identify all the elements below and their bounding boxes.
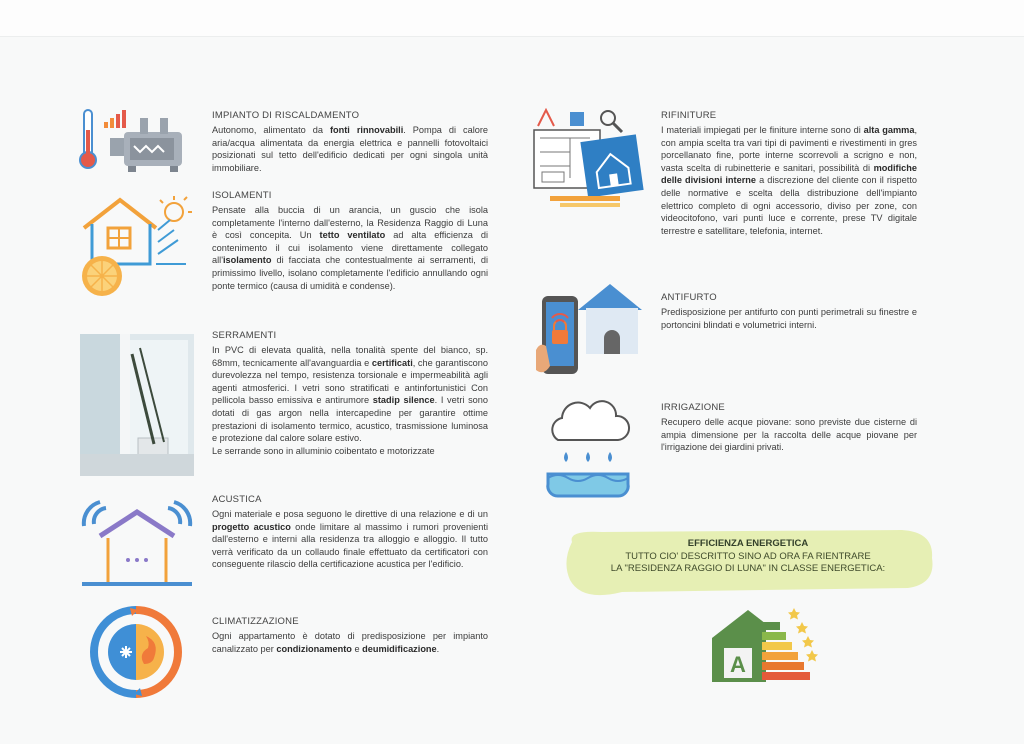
section-isolamenti [212, 190, 488, 292]
section-irrigazione [661, 402, 917, 454]
section-antifurto [661, 292, 917, 331]
section-text: Pensate alla buccia di un arancia, un guscio che isola completamente l'interno dall'esterno, la Residenza Raggio di Luna è così concepita. Un tetto ventilato ad alta efficienza di contenimento il cui isolamento viene direttamente collegato all'isolamento di facciata che contestualmente ai serramenti, di primissimo livello, isolano completamente l'edificio annullando ogni ponte termico (causa di umidità e condense). [212, 205, 489, 291]
energy-efficiency-text [570, 538, 926, 576]
section-text: In PVC di elevata qualità, nella tonalità spente del bianco, sp. 68mm, tecnicamente all'avanguardia e certificati, che garantiscono durevolezza nel tempo, resistenza torsionale e impermeabilità agli agenti atmosferici. I vetri sono stratificati e antinfortunistici Con pellicola basso emissiva e antirumore stadip silence. I vetri sono dotati di gas argon nella intercapedine per garantire ottime prestazioni di isolamento termico, acustico, trasmissione luminosa e protezione dal calore solare estivo. [212, 345, 488, 444]
energy-class-house-icon [710, 604, 822, 686]
section-serramenti [212, 330, 488, 457]
section-text: I materiali impiegati per le finiture interne sono di alta gamma, con ampia scelta tra vari tipi di pavimenti e rivestimenti in gres porcellanato fine, porte interne scorrevoli a scrigno e non, vasta scelta di rubinetterie e sanitari, possibilità di modifiche delle divisioni interne a discrezione del cliente con il rispetto delle normative e scelta della distribuzione dell'impianto elettrico completo di ogni accessorio, diviso per zone, con videocitofono, vari punti luce e corrente, prese TV digitale terrestre e satellitare, telefonia, internet. [661, 125, 917, 236]
section-text: Ogni materiale e posa seguono le direttive di una relazione e di un progetto acustico onde limitare al massimo i rumori provenienti dall'esterno e interni alla residenza tra alloggio e alloggio. Il tutto verrà verificato da un collaudo finale effettuato da certificatori con conseguente rilascio della certificazione acustica per l'edificio. [212, 509, 488, 570]
section-text: Predisposizione per antifurto con punti perimetrali su finestre e portoncini blindati e volumetrici interni. [661, 307, 917, 330]
section-title: RIFINITURE [661, 110, 717, 121]
heating-system-icon [78, 108, 196, 174]
section-text: Autonomo, alimentato da fonti rinnovabili. Pompa di calore aria/acqua alimentata da energia elettrica e pannelli fotovoltaici posizionati sul tetto dell'edificio dedicati per ogni singola unità immobiliare. [212, 125, 489, 173]
energy-efficiency-line2: LA "RESIDENZA RAGGIO DI LUNA" IN CLASSE ENERGETICA: [610, 563, 886, 574]
section-rifiniture [661, 110, 917, 237]
section-text: Ogni appartamento è dotato di predisposizione per impianto canalizzato per condizionamento e deumidificazione. [212, 631, 488, 654]
rainwater-collection-icon [544, 400, 632, 500]
scan-top-band [0, 0, 1024, 37]
section-climatizzazione [212, 616, 488, 655]
window-photo [80, 334, 194, 476]
energy-class-letter: A [730, 652, 746, 677]
section-title: ISOLAMENTI [212, 190, 272, 201]
energy-efficiency-title: EFFICIENZA ENERGETICA [687, 538, 809, 549]
acoustic-house-icon [78, 494, 196, 590]
section-title: IMPIANTO DI RISCALDAMENTO [212, 110, 360, 121]
section-extra-text: Le serrande sono in alluminio coibentato e motorizzate [212, 445, 435, 456]
house-insulation-icon [78, 192, 196, 298]
smart-alarm-icon [534, 280, 644, 380]
section-title: IRRIGAZIONE [661, 402, 725, 413]
section-title: ANTIFURTO [661, 292, 717, 303]
section-riscaldamento [212, 110, 488, 174]
section-acustica [212, 494, 488, 571]
climate-control-icon [90, 606, 182, 698]
section-title: SERRAMENTI [212, 330, 277, 341]
section-text: Recupero delle acque piovane: sono previste due cisterne di ampia dimensione per la raccolta delle acque piovane per l'irrigazione dei giardini privati. [661, 417, 917, 453]
section-title: ACUSTICA [212, 494, 262, 505]
section-title: CLIMATIZZAZIONE [212, 616, 299, 627]
interior-design-plan-icon [530, 108, 646, 212]
energy-efficiency-line1: TUTTO CIO' DESCRITTO SINO AD ORA FA RIENTRARE [625, 550, 871, 562]
